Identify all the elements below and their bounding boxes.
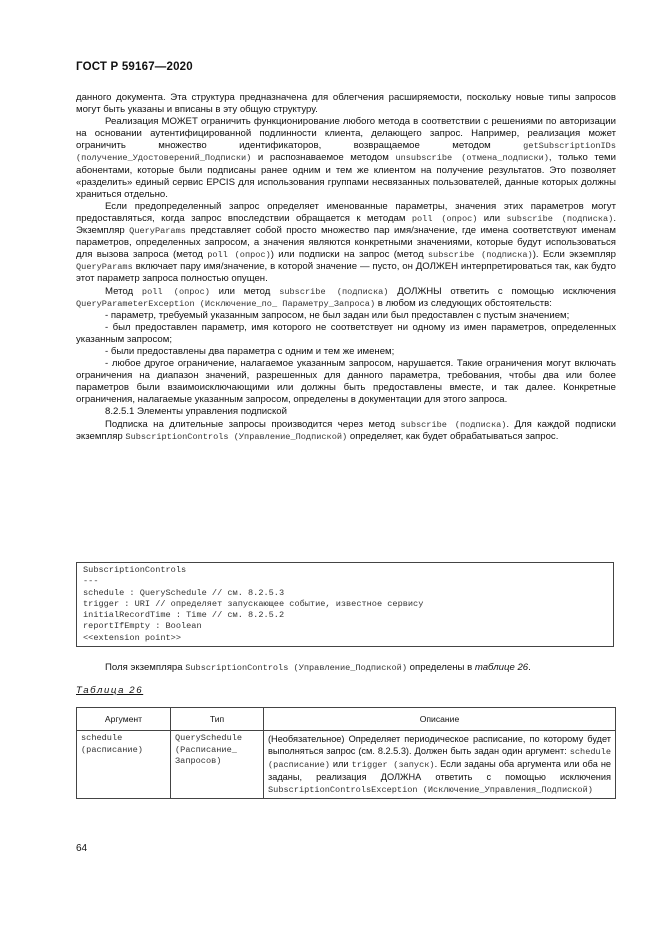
code-term: schedule (расписание) [268, 747, 611, 771]
text-run: 8.2.5.1 Элементы управления подпиской [105, 406, 287, 418]
text-run: или [329, 759, 352, 770]
header-argument: Аргумент [77, 708, 171, 731]
text-run: ДОЛЖНЫ ответить с помощью исключения [388, 285, 617, 297]
text-run: или метод [209, 285, 280, 297]
table-caption: Таблица 26 [76, 685, 144, 696]
code-term: SubscriptionControls (Управление_Подпиской) [125, 431, 348, 442]
text-run: - были предоставлены два параметра с одним и тем же именем; [105, 345, 395, 357]
text-run: или [477, 212, 507, 224]
cell-type: QuerySchedule (Расписание_ Запросов) [171, 731, 264, 799]
code-term: poll (опрос) [207, 250, 271, 261]
document-header: ГОСТ Р 59167—2020 [76, 61, 193, 73]
body-text [76, 92, 616, 443]
text-run: . [528, 662, 531, 673]
cell-description [264, 731, 616, 799]
text-run: . Экземпляр [76, 212, 616, 237]
text-run: (Необязательное) Определяет периодическое расписание, по которому будет выполняться запрос (см. 8.2.5.3). Должен быть задан один аргумент: [268, 734, 611, 757]
text-run: Подписка на длительные запросы производится через метод [105, 418, 401, 430]
text-run: ) или подписки на запрос (метод [270, 249, 428, 261]
paragraph [76, 358, 616, 406]
code-term: QueryParameterException (Исключение_по_ Параметру_Запроса) [76, 298, 376, 309]
text-run: в любом из следующих обстоятельств: [375, 297, 552, 309]
code-line: --- [83, 576, 99, 587]
text-run: представляет собой просто множество пар имя/значение, где имена соответствуют именам параметров, определенных запросом, а значения являются конкретными значениями, которые будут использоваться для вызова запроса (метод [76, 225, 616, 261]
code-term: QueryParams [76, 262, 133, 273]
paragraph [76, 310, 616, 322]
text-run: . Для каждой подписки экземпляр [76, 418, 616, 442]
table-header-row [77, 708, 616, 731]
text-run: - любое другое ограничение, налагаемое указанным запросом, нарушается. Такие ограничения могут включать ограничения на диапазон значений, разрешенных для данного параметра, требования, чтобы два или более параметров были взаимоисключающими или должны быть предоставлены вместе, и так далее. Конкретные ограничения, налагаемые указанным запросом, определены в документации для этого запроса. [76, 358, 616, 406]
code-term: subscribe (подписка) [400, 419, 507, 430]
code-line: <<extension point>> [83, 632, 181, 643]
page-number: 64 [76, 843, 88, 854]
text-run: данного документа. Эта структура предназначена для облегчения расширяемости, поскольку новые типы запросов могут быть указаны и вписаны в эту общую структуру. [76, 92, 616, 116]
fields-paragraph [76, 662, 616, 674]
table-row [77, 731, 616, 799]
paragraph [76, 92, 616, 116]
code-term: SubscriptionControlsException (Исключение_Управления_Подпиской) [268, 785, 593, 796]
code-term: subscribe (подписка) [279, 286, 389, 297]
table-reference: таблице 26 [474, 662, 529, 673]
code-term: trigger (запуск) [351, 760, 435, 771]
text-run: - был предоставлен параметр, имя которого не соответствует ни одному из имен параметров, определенных указанным запросом; [76, 321, 616, 345]
text-run: определяет, как будет обрабатываться запрос. [347, 430, 559, 442]
text-run: - параметр, требуемый указанным запросом, не был задан или был предоставлен с пустым значением; [105, 309, 570, 321]
paragraph [76, 201, 616, 286]
code-term: unsubscribe (отмена_подписки) [395, 153, 549, 164]
code-term: subscribe (подписка) [506, 213, 614, 224]
code-line: schedule : QuerySchedule // см. 8.2.5.3 [83, 587, 285, 598]
code-term: poll (опрос) [141, 286, 210, 297]
text-run: включает пару имя/значение, в которой значение — пусто, он ДОЛЖЕН интерпретироваться так, как будто этот параметр запроса полностью опущен. [76, 261, 616, 285]
text-run: . Если заданы оба аргумента или оба не заданы, реализация ДОЛЖНА ответить с помощью исключения [268, 759, 612, 783]
paragraph [76, 116, 616, 201]
code-block [76, 562, 614, 647]
text-run: Если предопределенный запрос определяет именованные параметры, значения этих параметров могут предоставляться, когда запрос впоследствии обращается к методам [76, 200, 616, 224]
code-term: subscribe (подписка) [427, 250, 533, 261]
text-run: ). Если экземпляр [532, 249, 616, 261]
paragraph [76, 346, 616, 358]
header-type: Тип [171, 708, 264, 731]
text-run: Метод [105, 285, 142, 297]
header-description: Описание [264, 708, 616, 731]
text-run: определены в [407, 662, 475, 673]
cell-argument: schedule (расписание) [77, 731, 171, 799]
paragraph [76, 419, 616, 443]
paragraph [76, 286, 616, 310]
paragraph [76, 322, 616, 346]
code-term: SubscriptionControls (Управление_Подпиской) [185, 663, 407, 673]
table-26 [76, 707, 616, 799]
code-line: SubscriptionControls [83, 565, 187, 575]
code-term: poll (опрос) [411, 213, 478, 224]
paragraph [76, 406, 616, 418]
text-run: и распознаваемое методом [251, 152, 396, 164]
code-term: getSubscriptionIDs (получение_Удостоверений_Подписки) [76, 141, 616, 164]
code-term: QueryParams [129, 226, 186, 237]
code-line: reportIfEmpty : Boolean [83, 621, 202, 632]
code-line: initialRecordTime : Time // см. 8.2.5.2 [83, 610, 285, 621]
text-run: , только теми абонентами, которые были подписаны ранее одним и тем же клиентом на получение результатов. Это позволяет «разделить» единый сервис EPCIS для использования группами несвязанных пользователей, данные которых должны храниться отдельно. [76, 152, 616, 200]
code-line: trigger : URI // определяет запускающее событие, известное сервису [83, 598, 424, 609]
text-run: Поля экземпляра [105, 662, 186, 673]
text-run: Реализация МОЖЕТ ограничить функционирование любого метода в соответствии с решениями по авторизации на основании аутентифицированной подлинности клиента, делающего запрос. Например, реализация может ограничить множество идентификаторов, возвращаемое методом [76, 116, 616, 152]
